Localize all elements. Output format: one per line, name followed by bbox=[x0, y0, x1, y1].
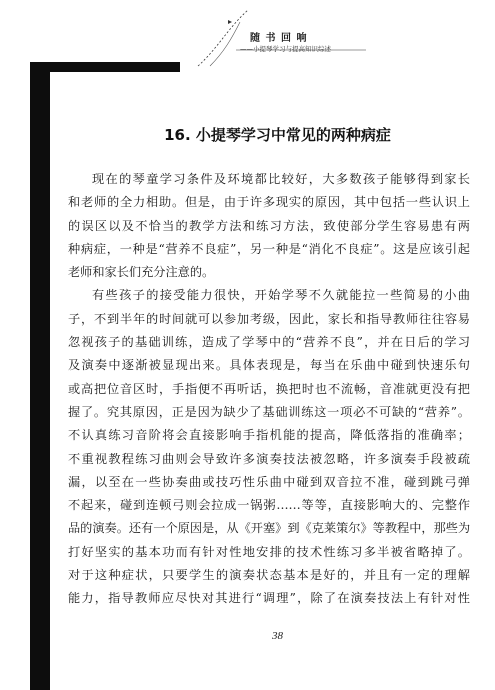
text-line: 有些孩子的接受能力很快，开始学琴不久就能拉一些简易的小曲 bbox=[92, 288, 470, 303]
text-line: 能力，指导教师应尽快对其进行“调理”，除了在演奏技法上有针对性 bbox=[68, 591, 470, 606]
text-line: 及演奏中逐渐被显现出来。具体表现是，每当在乐曲中碰到快速乐句 bbox=[68, 358, 470, 373]
text-line: 握了。究其原因，正是因为缺少了基础训练这一项必不可缺的“营养”。 bbox=[68, 404, 470, 419]
body-text bbox=[68, 168, 470, 611]
text-line: 品的演奏。还有一个原因是，从《开塞》到《克莱策尔》等教程中，那些为 bbox=[68, 521, 470, 536]
text-line: 的误区以及不恰当的教学方法和练习方法，致使部分学生容易患有两 bbox=[68, 218, 470, 233]
text-line: 忽视孩子的基础训练，造成了学琴中的“营养不良”，并在日后的学习 bbox=[68, 335, 470, 350]
header-subtitle: ——小提琴学习与提高知识综述 bbox=[240, 45, 331, 53]
header-title: 随 书 回 响 bbox=[250, 33, 308, 44]
text-line: 种病症，一种是“营养不良症”，另一种是“消化不良症”。这是应该引起 bbox=[68, 241, 470, 256]
text-line: 老师和家长们充分注意的。 bbox=[68, 265, 215, 280]
text-line: 不认真练习音阶将会直接影响手指机能的提高，降低落指的准确率； bbox=[68, 428, 470, 443]
page-number: 38 bbox=[272, 630, 283, 642]
text-line: 子，不到半年的时间就可以参加考级，因此，家长和指导教师往往容易 bbox=[68, 311, 470, 326]
text-line: 或高把位音区时，手指便不再听话，换把时也不流畅，音准就更没有把 bbox=[68, 381, 470, 396]
text-line: 打好坚实的基本功而有针对性地安排的技术性练习多半被省略掉了。 bbox=[68, 544, 470, 559]
text-line: 不起来，碰到连顿弓则会拉成一锅粥……等等，直接影响大的、完整作 bbox=[68, 498, 470, 513]
chapter-title: 16. 小提琴学习中常见的两种病症 bbox=[164, 126, 391, 144]
text-line: 现在的琴童学习条件及环境都比较好，大多数孩子能够得到家长 bbox=[92, 172, 470, 186]
text-line: 不重视教程练习曲则会导致许多演奏技法被忽略，许多演奏手段被疏 bbox=[68, 451, 470, 466]
text-line: 和老师的全力相助。但是，由于许多现实的原因，其中包括一些认识上 bbox=[68, 195, 470, 210]
top-corner-bar bbox=[30, 62, 180, 72]
text-line: 漏，以至在一些协奏曲或技巧性乐曲中碰到双音拉不准，碰到跳弓弹 bbox=[68, 474, 470, 489]
left-margin-bar bbox=[30, 70, 50, 690]
text-line: 对于这种症状，只要学生的演奏状态基本是好的，并且有一定的理解 bbox=[68, 568, 470, 583]
